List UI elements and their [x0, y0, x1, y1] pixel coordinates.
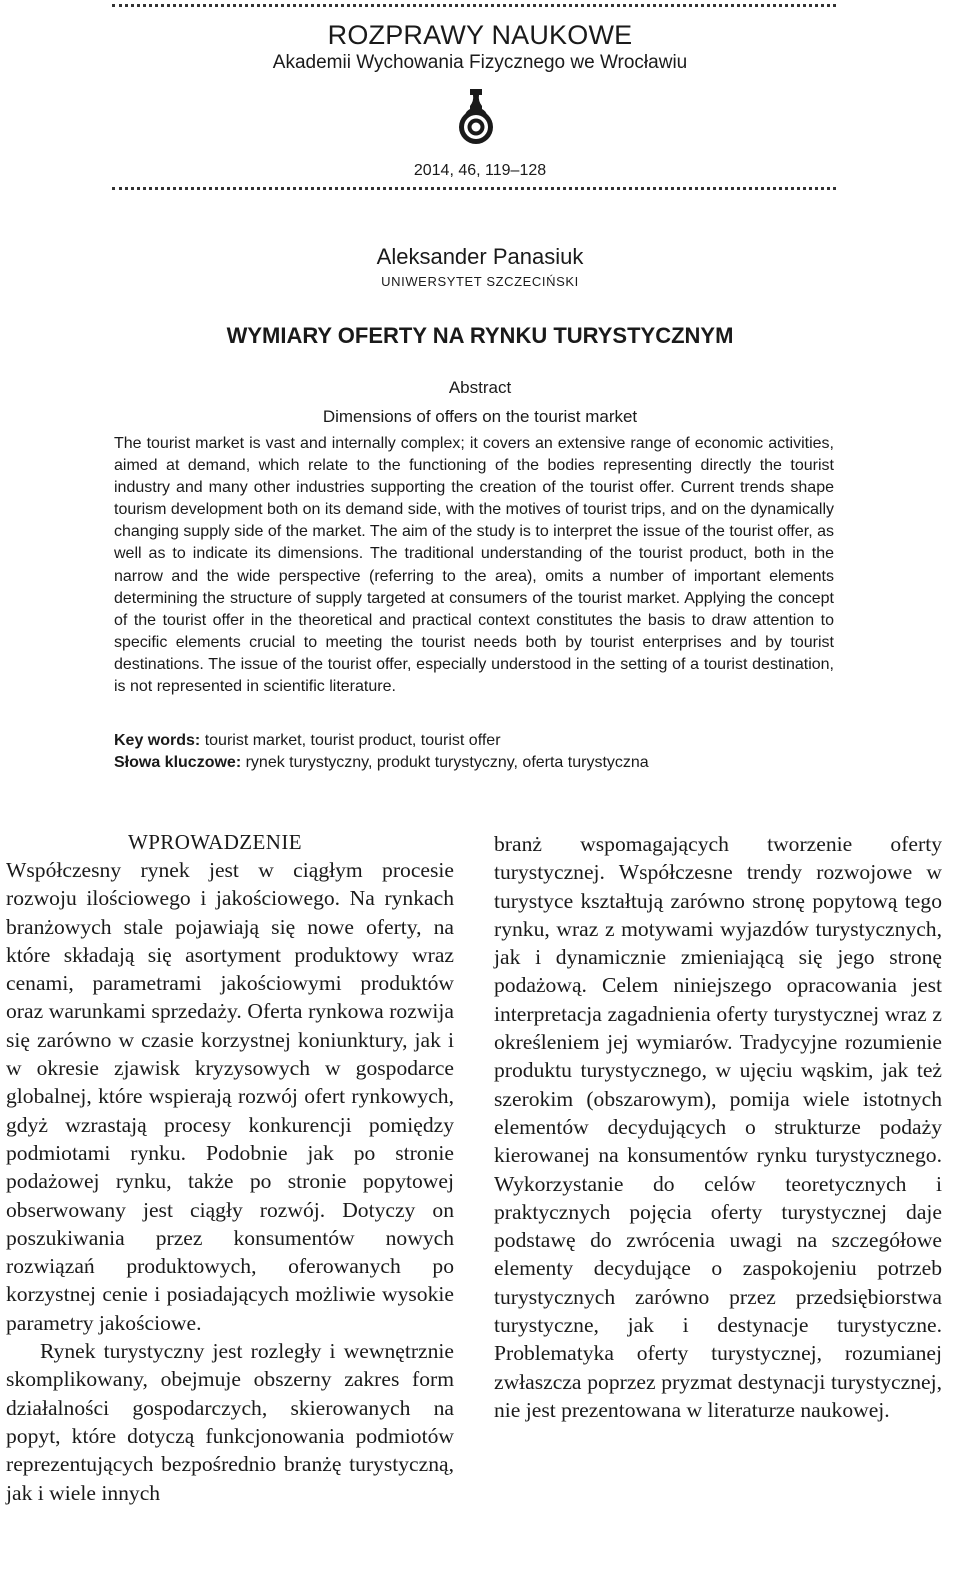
- header-dotted-rule: [112, 187, 836, 190]
- journal-logo-icon: [456, 87, 496, 147]
- article-title: WYMIARY OFERTY NA RYNKU TURYSTYCZNYM: [226, 323, 734, 348]
- top-dotted-rule: [112, 4, 836, 7]
- body-paragraph: branż wspomagających tworzenie oferty turystycznej. Współczesne trendy rozwojowe w turystyce kształtują zarówno stronę popytową tego rynku, wraz z motywami wyjazdów turystycznych, jak i dynamicznie zmieniającą się jego stronę podażową. Celem niniejszego opracowania jest interpretacja zagadnienia oferty turystycznej wraz z określeniem jej wymiarów. Tradycyjne rozumienie produktu turystycznego, w ujęciu wąskim, jak też szerokim (obszarowym), pomija wiele istotnych elementów decydujących o strukturze podaży kierowanej na konsumentów rynku turystycznego. Wykorzystanie do celów teoretycznych i praktycznych pojęcia oferty turystycznej daje podstawę do zwrócenia uwagi na szczegółowe elementy decydujące o zaspokojeniu potrzeb turystycznych zarówno przez przedsiębiorstwa turystyczne, jak i destynacje turystyczne. Problematyka oferty turystycznej, rozumianej zwłaszcza poprzez pryzmat destynacji turystycznej, nie jest prezentowana w literaturze naukowej.: [494, 832, 942, 1422]
- keywords-label: Key words:: [114, 732, 201, 749]
- keywords-value: tourist market, tourist product, tourist offer: [204, 732, 501, 749]
- slowa-kluczowe-label: Słowa kluczowe:: [114, 754, 242, 771]
- issue-info: 2014, 46, 119–128: [413, 162, 547, 179]
- journal-name: ROZPRAWY NAUKOWE: [327, 20, 633, 50]
- journal-subtitle: Akademii Wychowania Fizycznego we Wrocławiu: [272, 52, 688, 73]
- abstract-text: The tourist market is vast and internally complex; it covers an extensive range of economic activities, aimed at demand, which relate to the functioning of the bodies representing directly the tourist industry and many other industries supporting the creation of the tourist offer. Current trends shape tourism development both on its demand side, with the motives of tourist trips, and on the dynamically changing supply side of the market. The aim of the study is to interpret the issue of the tourist offer, as well as to indicate its dimensions. The traditional understanding of the tourist product, both in the narrow and the wide perspective (referring to the area), omits a number of important elements determining the structure of supply targeted at consumers of the tourist market. Applying the concept of the tourist offer in the theoretical and practical context constitutes the basis to draw attention to specific elements crucial to meeting the tourist needs both by tourist enterprises and by tourist destinations. The issue of the tourist offer, especially understood in the setting of a tourist destination, is not represented in scientific literature.: [114, 435, 834, 696]
- body-paragraph: Rynek turystyczny jest rozległy i wewnętrznie skomplikowany, obejmuje obszerny zakres form działalności gospodarczych, skierowanych na popyt, które dotyczą funkcjonowania podmiotów reprezentujących bezpośrednio branżę turystyczną, jak i wiele innych: [6, 1339, 454, 1505]
- right-column: [494, 830, 942, 1424]
- slowa-kluczowe-value: rynek turystyczny, produkt turystyczny, oferta turystyczna: [245, 754, 649, 771]
- abstract-title: Dimensions of offers on the tourist market: [322, 407, 638, 426]
- slowa-kluczowe-line: [114, 754, 649, 772]
- author-affiliation: UNIWERSYTET SZCZECIŃSKI: [381, 274, 579, 289]
- keywords-line: [114, 732, 501, 750]
- left-column: [6, 856, 454, 1507]
- abstract-label: Abstract: [448, 378, 512, 397]
- section-heading: WPROWADZENIE: [128, 830, 302, 854]
- body-paragraph: Współczesny rynek jest w ciągłym procesie rozwoju ilościowego i jakościowego. Na rynkach branżowych stale pojawiają się nowe oferty, na które składają się asortyment produktowy wraz cenami, parametrami jakościowymi produktów oraz warunkami sprzedaży. Oferta rynkowa rozwija się zarówno w czasie korzystnej koniunktury, jak i w okresie zjawisk kryzysowych w gospodarce globalnej, które wspierają rozwój ofert rynkowych, gdyż wzrastają procesy konkurencji pomiędzy podmiotami rynku. Podobnie jak po stronie podażowej rynku, także po stronie popytowej obserwowany jest ciągły rozwój. Dotyczy on poszukiwania przez konsumentów nowych rozwiązań produktowych, oferowanych po korzystnej cenie i posiadających możliwie wysokie parametry jakościowe.: [6, 858, 454, 1335]
- author-name: Aleksander Panasiuk: [376, 244, 584, 269]
